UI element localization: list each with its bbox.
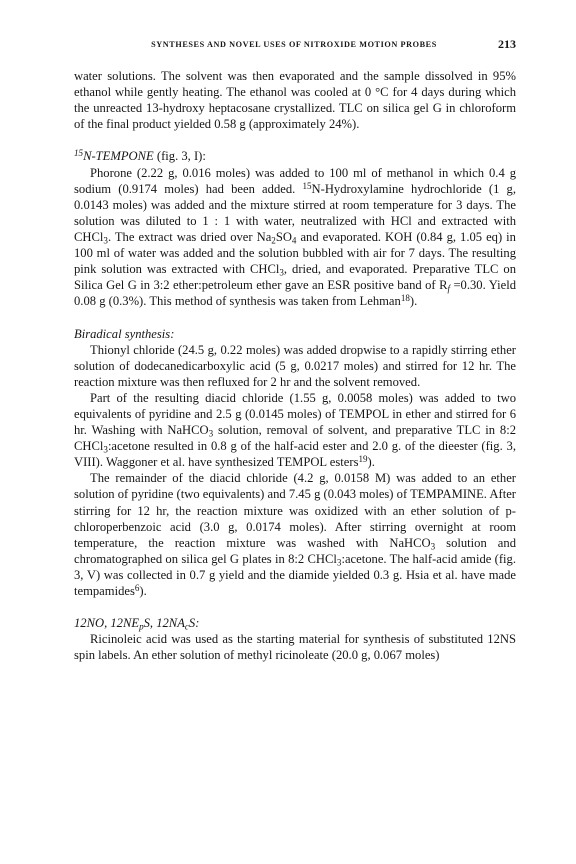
- paragraph-biradical-1: [74, 342, 516, 390]
- reference-superscript: 6: [134, 582, 140, 593]
- text-run: ).: [367, 455, 375, 470]
- paragraph-tempone: [74, 165, 516, 310]
- text-run: solution, removal of solvent, and preparative TLC in 8:2 CHCl: [74, 423, 516, 454]
- subscript: 3: [208, 428, 214, 439]
- subscript: c: [184, 621, 189, 632]
- paragraph-biradical-3: [74, 470, 516, 599]
- subscript: 3: [103, 444, 108, 455]
- text-run: solution and chromatographed on silica gel G plates in 8:2 CHCl: [74, 535, 516, 566]
- heading-part: S, 12NA: [143, 616, 185, 631]
- text-run: and evaporated. KOH (0.84 g, 1.05 eq) in 100 ml of water was added and the solution bubbled with air for 7 days. The resulting pink solution was extracted with CHCl: [74, 229, 516, 277]
- paragraph-continuation: [74, 68, 516, 132]
- spacer: [74, 599, 516, 615]
- superscript: 15: [302, 180, 312, 191]
- text-run: Ricinoleic acid was used as the starting material for synthesis of substituted 12NS spin labels. An ether solution of methyl ricinoleate (20.0 g, 0.067 moles): [74, 632, 516, 663]
- spacer: [74, 309, 516, 325]
- heading-part: S:: [188, 616, 200, 631]
- text-run: :acetone. The half-acid amide (fig. 3, V) was collected in 0.7 g yield and the diamide yielded 0.3 g. Hsia et al. have made tempamides: [74, 551, 516, 598]
- text-run: Thionyl chloride (24.5 g, 0.22 moles) was added dropwise to a rapidly stirring ether solution of dodecanedicarboxylic acid (5 g, 0.0217 moles) and stirred for 12 hr. The reaction mixture was then refluxed for 2 hr and the solvent removed.: [74, 342, 516, 389]
- text-run: ).: [139, 584, 147, 598]
- subscript: 3: [336, 557, 342, 568]
- text-run: :acetone resulted in 0.8 g of the half-acid ester and 2.0 g. of the dieester (fig. 3, VIII). Waggoner et al. have synthesized TEMPOL esters: [74, 439, 516, 470]
- section-heading-biradical: Biradical synthesis:: [74, 326, 175, 341]
- section-heading-12no: [74, 615, 516, 631]
- subscript: 3: [279, 267, 284, 278]
- text-run: Part of the resulting diacid chloride (1.55 g, 0.0058 moles) was added to two equivalents of pyridine and 2.5 g (0.0145 moles) of TEMPOL in ether and stirred for 6 hr. Washing with NaHCO: [74, 390, 516, 438]
- section-heading-tempone: [74, 148, 516, 164]
- body-text: [74, 68, 516, 663]
- subscript: 4: [291, 235, 297, 246]
- paragraph-12no: [74, 631, 516, 663]
- text-run: =0.30. Yield 0.08 g (0.3%). This method of synthesis was taken from Lehman: [74, 278, 516, 309]
- subscript: f: [447, 283, 450, 294]
- text-run: ).: [409, 294, 418, 309]
- spacer: [74, 132, 516, 148]
- subscript: 2: [271, 235, 276, 246]
- reference-superscript: 18: [400, 293, 410, 304]
- subscript: 3: [430, 540, 436, 551]
- reference-superscript: 19: [358, 454, 368, 465]
- text-run: SO: [275, 229, 292, 244]
- text-run: Phorone (2.22 g, 0.016 moles) was added to 100 ml of methanol in which 0.4 g sodium (0.9174 moles) had been added.: [74, 165, 516, 196]
- isotope-superscript: 15: [74, 148, 84, 159]
- subscript: 3: [103, 235, 108, 246]
- text-run: , dried, and evaporated. Preparative TLC on Silica Gel G in 3:2 ether:petroleum ether gave an ESR positive band of R: [74, 262, 516, 293]
- heading-part: 12NO, 12NE: [74, 616, 140, 631]
- running-title: SYNTHESES AND NOVEL USES OF NITROXIDE MOTION PROBES: [151, 40, 437, 49]
- page-number: 213: [498, 37, 516, 51]
- subscript: p: [139, 621, 144, 632]
- heading-ref: (fig. 3, I):: [153, 149, 206, 164]
- text-run: . The extract was dried over Na: [107, 229, 272, 244]
- paragraph-biradical-2: [74, 390, 516, 470]
- text-run: N-Hydroxylamine hydrochloride (1 g, 0.0143 moles) was added and the mixture stirred at room temperature for 3 days. The solution was diluted to 1 : 1 with water, neutralized with HCl and extracted with CHCl: [74, 181, 516, 244]
- heading-name: N-TEMPONE: [83, 149, 154, 164]
- text-run: water solutions. The solvent was then evaporated and the sample dissolved in 95% ethanol while gently heating. The ethanol was cooled at 0 °C for 4 days during which the unreacted 13-hydroxy heptacosane crystallized. TLC on silica gel G in chloroform of the final product yielded 0.58 g (approximately 24%).: [74, 69, 516, 132]
- text-run: The remainder of the diacid chloride (4.2 g, 0.0158 M) was added to an ether solution of pyridine (two equivalents) and 7.45 g (0.043 moles) of TEMPAMINE. After stirring for 12 hr, the reaction mixture was oxidized with an ether solution of p-chloroperbenzoic acid (3.0 g, 0.0174 moles). After stirring overnight at room temperature, the reaction mixture was washed with NaHCO: [74, 471, 516, 550]
